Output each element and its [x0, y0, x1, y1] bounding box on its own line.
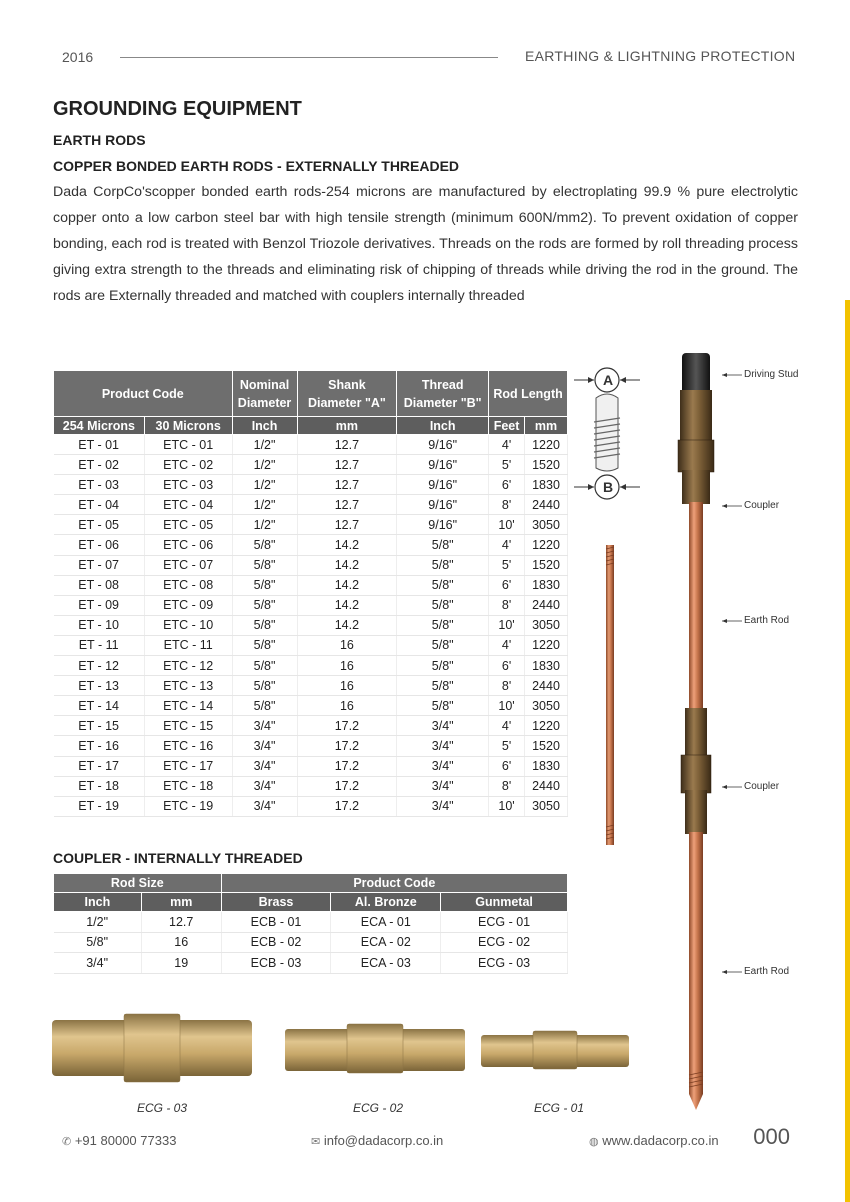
table-cell: 17.2: [297, 796, 397, 816]
table-cell: 3/4": [397, 776, 489, 796]
label-a: A: [603, 372, 614, 388]
table-cell: 3/4": [397, 716, 489, 736]
table-cell: 5/8": [397, 696, 489, 716]
table-cell: ETC - 02: [144, 455, 232, 475]
table-cell: 2440: [525, 776, 568, 796]
rod-subheader: Inch: [232, 417, 297, 435]
table-cell: 8': [489, 595, 525, 615]
table-cell: ETC - 06: [144, 535, 232, 555]
table-cell: ET - 12: [54, 656, 145, 676]
header-section-title: EARTHING & LIGHTNING PROTECTION: [525, 48, 796, 64]
table-cell: 5/8": [232, 615, 297, 635]
table-row: [54, 676, 568, 696]
table-cell: 12.7: [297, 515, 397, 535]
table-cell: 5/8": [397, 676, 489, 696]
table-row: [54, 796, 568, 816]
header-rod-length: Rod Length: [489, 371, 568, 417]
table-cell: 12.7: [141, 912, 221, 933]
caption-ecg-02: ECG - 02: [353, 1101, 404, 1115]
table-cell: ETC - 10: [144, 615, 232, 635]
rod-subheader: Feet: [489, 417, 525, 435]
table-cell: ET - 01: [54, 435, 145, 455]
table-cell: 3/4": [232, 796, 297, 816]
table-cell: ET - 04: [54, 495, 145, 515]
table-cell: 3050: [525, 696, 568, 716]
table-cell: 2440: [525, 595, 568, 615]
rod-subheader: mm: [525, 417, 568, 435]
table-cell: ECB - 03: [221, 953, 331, 974]
table-cell: 3/4": [232, 736, 297, 756]
footer-email: [311, 1133, 443, 1148]
table-cell: 17.2: [297, 736, 397, 756]
page-number: 000: [753, 1124, 790, 1149]
product-heading: COPPER BONDED EARTH RODS - EXTERNALLY THREADED: [53, 158, 460, 174]
table-cell: ET - 13: [54, 676, 145, 696]
table-cell: 6': [489, 756, 525, 776]
table-cell: 12.7: [297, 435, 397, 455]
table-cell: ETC - 12: [144, 656, 232, 676]
table-cell: 6': [489, 475, 525, 495]
table-cell: 5': [489, 455, 525, 475]
table-cell: 5/8": [397, 595, 489, 615]
table-cell: 5/8": [397, 635, 489, 655]
table-cell: 1220: [525, 716, 568, 736]
header-shank: Shank Diameter "A": [297, 371, 397, 417]
table-cell: ETC - 04: [144, 495, 232, 515]
table-cell: 12.7: [297, 475, 397, 495]
table-cell: 5/8": [232, 676, 297, 696]
table-cell: ET - 02: [54, 455, 145, 475]
table-row: [54, 932, 568, 953]
table-cell: ECG - 03: [441, 953, 568, 974]
table-cell: 1220: [525, 635, 568, 655]
table-cell: ECG - 01: [441, 912, 568, 933]
coupler-image-ecg-01: [481, 1031, 629, 1069]
table-cell: 3050: [525, 515, 568, 535]
table-cell: 1520: [525, 736, 568, 756]
table-cell: ETC - 13: [144, 676, 232, 696]
table-cell: ETC - 03: [144, 475, 232, 495]
table-cell: 5/8": [397, 575, 489, 595]
table-cell: 1520: [525, 555, 568, 575]
table-cell: 9/16": [397, 495, 489, 515]
label-earth-rod-bottom: Earth Rod: [744, 966, 790, 977]
table-cell: 14.2: [297, 575, 397, 595]
table-row: [54, 515, 568, 535]
table-cell: 19: [141, 953, 221, 974]
table-cell: 3/4": [232, 756, 297, 776]
table-cell: ETC - 17: [144, 756, 232, 776]
mail-icon: ✉: [311, 1136, 321, 1148]
table-row: [54, 756, 568, 776]
globe-icon: ◍: [589, 1136, 599, 1148]
table-cell: 6': [489, 575, 525, 595]
phone-icon: ✆: [62, 1136, 72, 1148]
table-row: [54, 615, 568, 635]
table-cell: ECG - 02: [441, 932, 568, 953]
table-cell: 5': [489, 555, 525, 575]
table-cell: ET - 17: [54, 756, 145, 776]
table-cell: 8': [489, 676, 525, 696]
table-cell: 16: [297, 696, 397, 716]
table-row: [54, 595, 568, 615]
table-row: [54, 635, 568, 655]
earth-rod-small-image: [604, 545, 616, 845]
table-cell: ETC - 09: [144, 595, 232, 615]
table-cell: ET - 11: [54, 635, 145, 655]
coupler-table: [53, 873, 568, 974]
table-row: [54, 555, 568, 575]
earth-rod-table: [53, 370, 568, 817]
table-row: [54, 535, 568, 555]
table-row: [54, 776, 568, 796]
table-cell: 5/8": [232, 535, 297, 555]
table-cell: 1/2": [232, 455, 297, 475]
label-driving-stud: Driving Stud: [744, 369, 799, 380]
table-cell: ETC - 16: [144, 736, 232, 756]
footer-phone: [62, 1133, 176, 1148]
header-rod-size: Rod Size: [54, 874, 222, 893]
table-cell: 1830: [525, 756, 568, 776]
table-cell: ET - 05: [54, 515, 145, 535]
footer-email-text: info@dadacorp.co.in: [323, 1133, 444, 1148]
table-cell: 4': [489, 635, 525, 655]
coupler-subheader: Gunmetal: [441, 893, 568, 912]
table-cell: ETC - 18: [144, 776, 232, 796]
label-earth-rod-top: Earth Rod: [744, 615, 790, 626]
table-row: [54, 912, 568, 933]
table-cell: 5/8": [232, 555, 297, 575]
table-cell: ET - 07: [54, 555, 145, 575]
rod-subheader: 30 Microns: [144, 417, 232, 435]
table-cell: 1830: [525, 656, 568, 676]
table-cell: 17.2: [297, 756, 397, 776]
page-title: GROUNDING EQUIPMENT: [53, 98, 302, 120]
leader-lines: [718, 370, 748, 980]
table-cell: 12.7: [297, 495, 397, 515]
table-cell: ET - 14: [54, 696, 145, 716]
header-coupler-product-code: Product Code: [221, 874, 567, 893]
table-row: [54, 656, 568, 676]
rod-subheader: mm: [297, 417, 397, 435]
table-row: [54, 696, 568, 716]
accent-strip: [845, 300, 850, 1202]
table-cell: 3/4": [397, 736, 489, 756]
coupler-subheader: Al. Bronze: [331, 893, 441, 912]
table-cell: 3050: [525, 796, 568, 816]
header-product-code: Product Code: [54, 371, 233, 417]
header-rule: [120, 57, 498, 58]
table-cell: 1830: [525, 575, 568, 595]
table-cell: 16: [297, 676, 397, 696]
table-row: [54, 435, 568, 455]
table-cell: 12.7: [297, 455, 397, 475]
table-cell: 2440: [525, 676, 568, 696]
table-cell: 3/4": [397, 756, 489, 776]
coupler-heading: COUPLER - INTERNALLY THREADED: [53, 850, 303, 866]
table-cell: 4': [489, 435, 525, 455]
table-cell: ETC - 05: [144, 515, 232, 535]
caption-ecg-01: ECG - 01: [534, 1101, 585, 1115]
table-cell: ETC - 01: [144, 435, 232, 455]
table-row: [54, 495, 568, 515]
rod-subheader: Inch: [397, 417, 489, 435]
table-cell: 1220: [525, 435, 568, 455]
table-cell: 1/2": [54, 912, 142, 933]
footer-website: [589, 1133, 719, 1148]
table-cell: 5/8": [397, 656, 489, 676]
table-row: [54, 455, 568, 475]
table-cell: 5': [489, 736, 525, 756]
table-cell: 5/8": [54, 932, 142, 953]
table-cell: 10': [489, 515, 525, 535]
header-thread: Thread Diameter "B": [397, 371, 489, 417]
table-cell: 8': [489, 495, 525, 515]
table-row: [54, 475, 568, 495]
table-cell: ET - 18: [54, 776, 145, 796]
table-cell: 1830: [525, 475, 568, 495]
table-cell: 1/2": [232, 435, 297, 455]
table-cell: ET - 15: [54, 716, 145, 736]
table-cell: 2440: [525, 495, 568, 515]
table-cell: 8': [489, 776, 525, 796]
table-cell: 5/8": [397, 535, 489, 555]
table-cell: ETC - 07: [144, 555, 232, 575]
table-cell: 6': [489, 656, 525, 676]
coupler-image-ecg-03: [52, 1012, 252, 1082]
table-cell: 14.2: [297, 555, 397, 575]
header-year: 2016: [62, 49, 94, 65]
table-cell: 5/8": [232, 656, 297, 676]
section-heading: EARTH RODS: [53, 132, 146, 148]
table-cell: 9/16": [397, 515, 489, 535]
table-cell: 3050: [525, 615, 568, 635]
table-cell: 9/16": [397, 475, 489, 495]
table-cell: ECB - 02: [221, 932, 331, 953]
table-cell: ETC - 11: [144, 635, 232, 655]
table-cell: ECB - 01: [221, 912, 331, 933]
table-cell: 1/2": [232, 515, 297, 535]
table-cell: ETC - 15: [144, 716, 232, 736]
table-cell: 10': [489, 615, 525, 635]
table-cell: 3/4": [232, 716, 297, 736]
table-cell: 5/8": [232, 595, 297, 615]
table-cell: 3/4": [54, 953, 142, 974]
table-row: [54, 953, 568, 974]
table-cell: 16: [297, 635, 397, 655]
label-coupler-top: Coupler: [744, 500, 780, 511]
table-cell: 5/8": [397, 555, 489, 575]
table-cell: ECA - 01: [331, 912, 441, 933]
table-cell: ETC - 08: [144, 575, 232, 595]
table-cell: ECA - 02: [331, 932, 441, 953]
label-b: B: [603, 479, 614, 495]
table-row: [54, 575, 568, 595]
table-cell: 10': [489, 796, 525, 816]
coupler-image-ecg-02: [285, 1023, 465, 1073]
table-cell: ET - 19: [54, 796, 145, 816]
table-cell: 17.2: [297, 776, 397, 796]
table-cell: 3/4": [397, 796, 489, 816]
table-cell: ET - 03: [54, 475, 145, 495]
table-cell: 1520: [525, 455, 568, 475]
table-cell: ET - 10: [54, 615, 145, 635]
table-cell: 5/8": [232, 635, 297, 655]
table-cell: 14.2: [297, 615, 397, 635]
table-cell: 16: [141, 932, 221, 953]
header-nominal: Nominal Diameter: [232, 371, 297, 417]
table-cell: 14.2: [297, 535, 397, 555]
table-cell: 4': [489, 716, 525, 736]
table-cell: 9/16": [397, 455, 489, 475]
coupler-subheader: mm: [141, 893, 221, 912]
table-cell: 10': [489, 696, 525, 716]
table-row: [54, 736, 568, 756]
table-cell: 5/8": [232, 696, 297, 716]
table-cell: 1/2": [232, 495, 297, 515]
table-cell: ECA - 03: [331, 953, 441, 974]
table-cell: 1/2": [232, 475, 297, 495]
rod-subheader: 254 Microns: [54, 417, 145, 435]
table-cell: ET - 08: [54, 575, 145, 595]
table-cell: 17.2: [297, 716, 397, 736]
table-cell: 5/8": [232, 575, 297, 595]
footer-phone-text: +91 80000 77333: [74, 1133, 177, 1148]
intro-paragraph: Dada CorpCo'scopper bonded earth rods-254 microns are manufactured by electroplating 99.9 % pure electrolytic copper onto a low carbon steel bar with high tensile strength (minimum 600N/mm2). To prevent oxidation of copper bonding, each rod is treated with Benzol Triozole derivatives. Threads on the rods are formed by roll threading process giving extra strength to the threads and eliminating risk of chipping of threads while driving the rod in the ground. The rods are Externally threaded and matched with couplers internally threaded: [53, 184, 798, 304]
coupler-subheader: Brass: [221, 893, 331, 912]
table-cell: ET - 09: [54, 595, 145, 615]
table-cell: 3/4": [232, 776, 297, 796]
table-cell: ETC - 14: [144, 696, 232, 716]
caption-ecg-03: ECG - 03: [137, 1101, 188, 1115]
label-coupler-mid: Coupler: [744, 781, 780, 792]
table-cell: 16: [297, 656, 397, 676]
table-cell: 4': [489, 535, 525, 555]
table-cell: 1220: [525, 535, 568, 555]
table-cell: ET - 16: [54, 736, 145, 756]
table-cell: 9/16": [397, 435, 489, 455]
table-cell: ET - 06: [54, 535, 145, 555]
footer-website-text: www.dadacorp.co.in: [602, 1133, 719, 1148]
table-cell: ETC - 19: [144, 796, 232, 816]
table-cell: 14.2: [297, 595, 397, 615]
table-cell: 5/8": [397, 615, 489, 635]
coupler-subheader: Inch: [54, 893, 142, 912]
table-row: [54, 716, 568, 736]
